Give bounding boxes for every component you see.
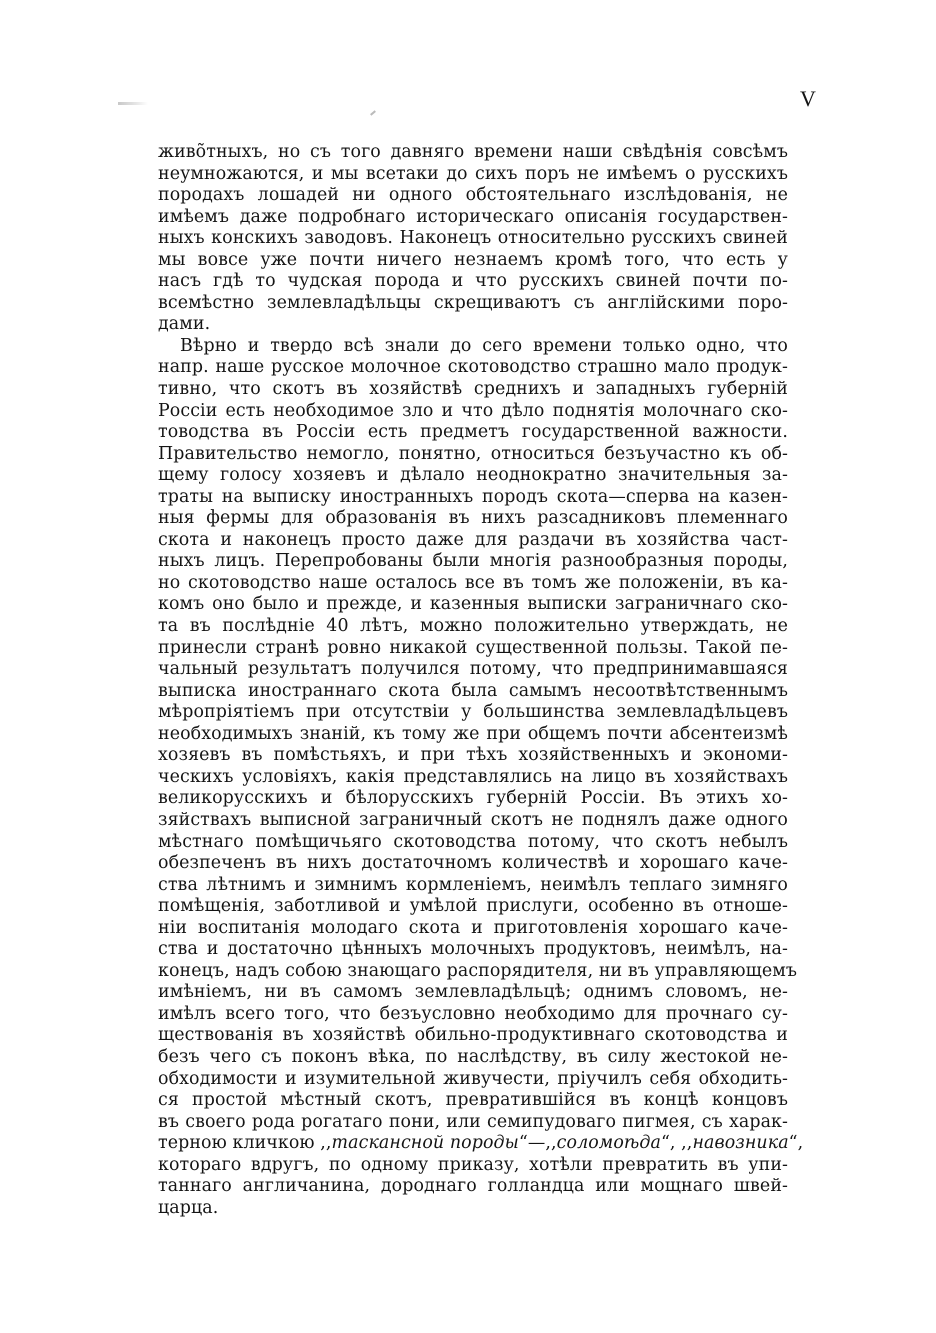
text-fragment: терною кличкою ,, bbox=[158, 1133, 332, 1154]
text-line: котораго вдругъ, по одному приказу, хотѣли превратить въ упи- bbox=[158, 1154, 788, 1175]
text-line: напр. наше русское молочное скотоводство страшно мало продук- bbox=[158, 357, 788, 378]
text-line: необходимыхъ знаній, къ тому же при общемъ почти абсентеизмѣ bbox=[158, 723, 788, 744]
text-line: ніи воспитанія молодаго скота и приготовленія хорошаго каче- bbox=[158, 917, 788, 938]
text-line: ся простой мѣстный скотъ, превратившійся въ концѣ концовъ bbox=[158, 1090, 788, 1111]
text-line: хозяевъ въ помѣстьяхъ, и при тѣхъ хозяйственныхъ и экономи- bbox=[158, 745, 788, 766]
text-line: царца. bbox=[158, 1197, 219, 1218]
text-line: товодства въ Россіи есть предметъ государственной важности. bbox=[158, 422, 788, 443]
text-line: Правительство немогло, понятно, относиться безъучастно къ об- bbox=[158, 443, 788, 464]
text-line: скота и наконецъ просто даже для раздачи въ хозяйства част- bbox=[158, 529, 788, 550]
text-line: тивно, что скотъ въ хозяйствѣ среднихъ и западныхъ губерній bbox=[158, 379, 788, 400]
text-line: имѣлъ всего того, что безъусловно необходимо для прочнаго су- bbox=[158, 1003, 788, 1024]
text-fragment: “—,, bbox=[518, 1133, 557, 1154]
page-number: V bbox=[800, 86, 816, 111]
text-line: ства и достаточно цѣнныхъ молочныхъ продуктовъ, неимѣлъ, на- bbox=[158, 939, 788, 960]
text-line: Россіи есть необходимое зло и что дѣло поднятія молочнаго ско- bbox=[158, 400, 788, 421]
text-line: обезпеченъ въ нихъ достаточномъ количествѣ и хорошаго каче- bbox=[158, 853, 788, 874]
text-line: ныя фермы для образованія въ нихъ разсадниковъ племеннаго bbox=[158, 508, 788, 529]
paragraph-1 bbox=[158, 142, 788, 336]
paragraph-2 bbox=[158, 335, 804, 1219]
text-line: Вѣрно и твердо всѣ знали до сего времени только одно, что bbox=[180, 335, 788, 356]
text-line: но скотоводство наше осталось все въ томъ же положеніи, въ ка- bbox=[158, 572, 788, 593]
text-line: ческихъ условіяхъ, какія представлялись на лицо въ хозяйствахъ bbox=[158, 766, 788, 787]
text-line: помѣщенія, заботливой и умѣлой прислуги, особенно въ отноше- bbox=[158, 896, 788, 917]
text-line: имѣемъ даже подробнаго историческаго описанія государствен- bbox=[158, 206, 788, 227]
text-line: та въ послѣдніе 40 лѣтъ, можно положительно утверждать, не bbox=[158, 616, 788, 637]
text-line: зяйствахъ выписной заграничный скотъ не поднялъ даже одного bbox=[158, 809, 788, 830]
text-line: щему голосу хозяевъ и дѣлало неоднократно значительныя за- bbox=[158, 465, 788, 486]
scan-mark bbox=[370, 110, 376, 115]
text-line: ныхъ лицъ. Перепробованы были многія разнообразныя породы, bbox=[158, 551, 788, 572]
text-line: неумножаются, и мы всетаки до сихъ поръ не имѣемъ о русскихъ bbox=[158, 163, 788, 184]
text-line: чальный результатъ получился потому, что предпринимавшаяся bbox=[158, 659, 788, 680]
text-line: въ своего рода рогатаго пони, или семипудоваго пигмея, съ харак- bbox=[158, 1111, 788, 1132]
text-line: насъ гдѣ то чудская порода и что русскихъ свиней почти по- bbox=[158, 271, 788, 292]
text-line-with-italics bbox=[158, 1133, 804, 1155]
text-line: таннаго англичанина, дороднаго голландца или мощнаго швей- bbox=[158, 1176, 788, 1197]
text-line: живо̃тныхъ, но съ того давняго времени наши свѣдѣнія совсѣмъ bbox=[158, 142, 788, 162]
text-line: обходимости и изумительной живучести, пріучилъ себя обходить- bbox=[158, 1068, 788, 1089]
italic-term: таскансной породы bbox=[331, 1133, 519, 1154]
text-line: ныхъ конскихъ заводовъ. Наконецъ относительно русскихъ свиней bbox=[158, 228, 788, 249]
text-line: мѣропріятіемъ при отсутствіи у большинства землевладѣльцевъ bbox=[158, 702, 788, 723]
text-line: породахъ лошадей ни одного обстоятельнаго изслѣдованія, не bbox=[158, 185, 788, 206]
text-line: ществованія въ хозяйствѣ обильно-продуктивнаго скотоводства и bbox=[158, 1025, 788, 1046]
italic-term: соломоѣда bbox=[556, 1133, 661, 1154]
scan-mark bbox=[118, 102, 148, 105]
text-line: дами. bbox=[158, 314, 211, 335]
text-line: выписка иностраннаго скота была самымъ несоотвѣтственнымъ bbox=[158, 680, 788, 701]
text-line: великорусскихъ и бѣлорусскихъ губерній Россіи. Въ этихъ хо- bbox=[158, 788, 788, 809]
text-line: мы вовсе уже почти ничего незнаемъ кромѣ того, что есть у bbox=[158, 249, 788, 270]
text-fragment: “, bbox=[788, 1133, 804, 1154]
text-line: мѣстнаго помѣщичьяго скотоводства потому, что скотъ небылъ bbox=[158, 831, 788, 852]
text-line: ства лѣтнимъ и зимнимъ кормленіемъ, неимѣлъ теплаго зимняго bbox=[158, 874, 788, 895]
text-line: безъ чего съ поконъ вѣка, по наслѣдству, въ силу жестокой не- bbox=[158, 1046, 788, 1067]
text-line: конецъ, надъ собою знающаго распорядителя, ни въ управляющемъ bbox=[158, 960, 798, 981]
text-line: принесли странѣ ровно никакой существенной пользы. Такой пе- bbox=[158, 637, 788, 658]
text-line: имѣніемъ, ни въ самомъ землевладѣльцѣ; однимъ словомъ, не- bbox=[158, 982, 788, 1003]
text-line: траты на выписку иностранныхъ породъ скота—сперва на казен- bbox=[158, 486, 788, 507]
text-fragment: “, ,, bbox=[660, 1133, 693, 1154]
body-text bbox=[158, 142, 804, 1219]
italic-term: навозника bbox=[692, 1133, 789, 1154]
text-line: комъ оно было и прежде, и казенныя выписки заграничнаго ско- bbox=[158, 594, 788, 615]
text-line: всемѣстно землевладѣльцы скрещиваютъ съ англійскими поро- bbox=[158, 292, 788, 313]
